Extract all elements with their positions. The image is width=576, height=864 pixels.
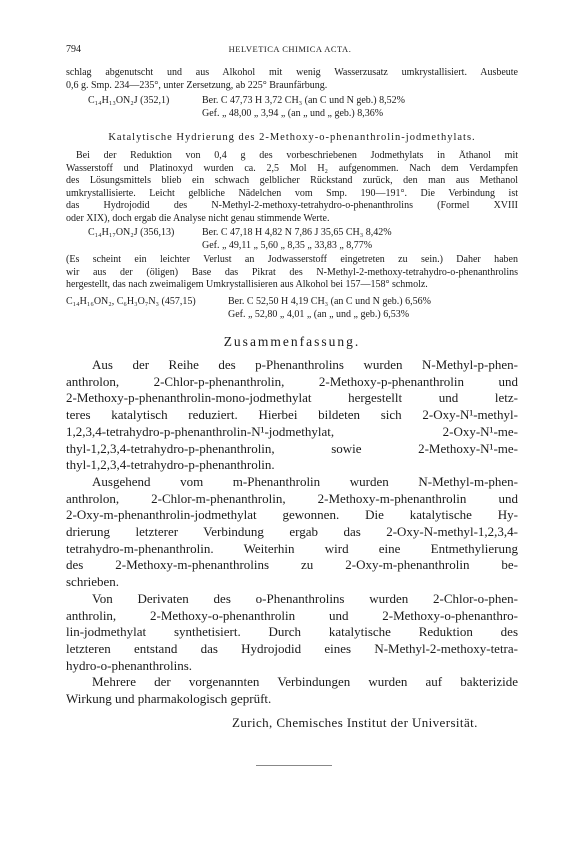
summary-line: schrieben. <box>66 574 120 590</box>
text-line: umkrystallisierte. Leicht gelbliche Nädelchen vom Smp. 190—191°. Die Verbindung ist <box>66 187 518 199</box>
summary-line: anthrolin, 2-Methoxy-o-phenanthrolin und 2-Methoxy-o-phenanthro- <box>66 607 518 623</box>
summary-line: Von Derivaten des o-Phenanthrolins wurden 2-Chlor-o-phen- <box>92 590 518 606</box>
text-line: oder XIX), doch ergab die Analyse nicht genau stimmende Werte. <box>66 212 330 224</box>
analysis-block-1 <box>88 95 405 120</box>
analysis-block-2 <box>88 227 392 252</box>
page-header <box>66 44 514 58</box>
page-number: 794 <box>66 44 81 55</box>
section-heading: Katalytische Hydrierung des 2-Methoxy-o-phenanthrolin-jodmethylats. <box>108 132 476 143</box>
summary-line: hydro-o-phenanthrolins. <box>66 657 193 673</box>
picrate-paragraph <box>66 254 518 292</box>
journal-name: HELVETICA CHIMICA ACTA. <box>228 44 352 54</box>
end-rule <box>256 765 332 766</box>
text-line: das Hydrojodid des N-Methyl-2-methoxy-tetrahydro-o-phenanthrolins (Formel XVIII <box>66 200 518 211</box>
summary-line: 2-Oxy-m-phenanthrolin-jodmethylat gewonnen. Die katalytische Hy- <box>66 507 518 523</box>
text-line: wir aus der (öligen) Base das Pikrat des N-Methyl-2-methoxy-tetrahydro-o-phenanthrolins <box>66 266 518 278</box>
summary-line: drierung letzterer Verbindung ergab das 2-Oxy-N-methyl-1,2,3,4- <box>66 524 518 540</box>
analysis-formula: C₁₄H₁₃ON₂J (352,1) <box>88 95 170 106</box>
summary-line: anthrolon, 2-Chlor-p-phenanthrolin, 2-Methoxy-p-phenanthrolin und <box>66 373 518 389</box>
text-line: schlag abgenutscht und aus Alkohol mit wenig Wasserzusatz umkrystallisiert. Ausbeute <box>66 67 518 78</box>
analysis-calculated: Ber. C 47,73 H 3,72 CH₃ (an C und N geb.) 8,52% <box>202 95 405 106</box>
signature-line: Zurich, Chemisches Institut der Universität. <box>232 715 478 730</box>
analysis-calculated: Ber. C 47,18 H 4,82 N 7,86 J 35,65 CH₃ 8,42% <box>202 227 392 238</box>
summary-line: thyl-1,2,3,4-tetrahydro-p-phenanthrolin. <box>66 457 275 473</box>
summary-line: Wirkung und pharmakologisch geprüft. <box>66 691 272 707</box>
analysis-block-3 <box>66 296 431 321</box>
intro-paragraph <box>66 67 518 92</box>
summary-line: Ausgehend vom m-Phenanthrolin wurden N-Methyl-m-phen- <box>92 473 518 489</box>
summary-line: Aus der Reihe des p-Phenanthrolins wurden N-Methyl-p-phen- <box>92 357 518 372</box>
text-line: 0,6 g. Smp. 234—235°, unter Zersetzung, ab 225° Braunfärbung. <box>66 79 328 91</box>
analysis-found: Gef. „ 52,80 „ 4,01 „ (an „ und „ geb.) 6,53% <box>228 308 410 320</box>
summary-line: teres katalytisch reduziert. Hierbei bildeten sich 2-Oxy-N¹-methyl- <box>66 407 518 423</box>
analysis-found: Gef. „ 49,11 „ 5,60 „ 8,35 „ 33,83 „ 8,77% <box>202 239 373 251</box>
analysis-found: Gef. „ 48,00 „ 3,94 „ (an „ und „ geb.) 8,36% <box>202 107 384 119</box>
summary-line: 2-Methoxy-p-phenanthrolin-mono-jodmethylat hergestellt und letz- <box>66 390 518 406</box>
analysis-calculated: Ber. C 52,50 H 4,19 CH₃ (an C und N geb.) 6,56% <box>228 296 431 307</box>
text-line: hergestellt, das nach zweimaligem Umkrystallisieren aus Alkohol bei 157—158° schmolz. <box>66 279 428 290</box>
text-line: des Lösungsmittels blieb ein schwach gelblicher Rückstand zurück, den man aus Methanol <box>66 175 518 186</box>
hydrogenation-paragraph <box>66 150 518 225</box>
text-line: Bei der Reduktion von 0,4 g des vorbeschriebenen Jodmethylats in Äthanol mit <box>76 150 518 161</box>
summary-line: anthrolon, 2-Chlor-m-phenanthrolin, 2-Methoxy-m-phenanthrolin und <box>66 490 518 506</box>
summary-line: 1,2,3,4-tetrahydro-p-phenanthrolin-N¹-jodmethylat, 2-Oxy-N¹-me- <box>66 423 518 439</box>
summary-line: tetrahydro-m-phenanthrolin. Weiterhin wird eine Entmethylierung <box>66 540 518 556</box>
summary-line: des 2-Methoxy-m-phenanthrolins zu 2-Oxy-m-phenanthrolin be- <box>66 557 518 573</box>
analysis-formula: C₁₄H₁₆ON₂, C₆H₃O₇N₃ (457,15) <box>66 296 196 307</box>
summary-line: lin-jodmethylat synthetisiert. Durch katalytische Reduktion des <box>66 624 518 640</box>
text-line: (Es scheint ein leichter Verlust an Jodwasserstoff eingetreten zu sein.) Daher haben <box>66 254 518 265</box>
summary-line: thyl-1,2,3,4-tetrahydro-p-phenanthrolin, sowie 2-Methoxy-N¹-me- <box>66 440 518 456</box>
summary-line: letzteren entstand das Hydrojodid eines N-Methyl-2-methoxy-tetra- <box>66 640 518 656</box>
summary-line: Mehrere der vorgenannten Verbindungen wurden auf bakterizide <box>92 674 518 690</box>
text-line: Wasserstoff und Platinoxyd wurden ca. 2,5 Mol H₂ aufgenommen. Nach dem Verdampfen <box>66 162 518 174</box>
summary-title: Zusammenfassung. <box>223 334 361 349</box>
analysis-formula: C₁₄H₁₇ON₂J (356,13) <box>88 227 175 238</box>
summary-body <box>66 357 518 708</box>
